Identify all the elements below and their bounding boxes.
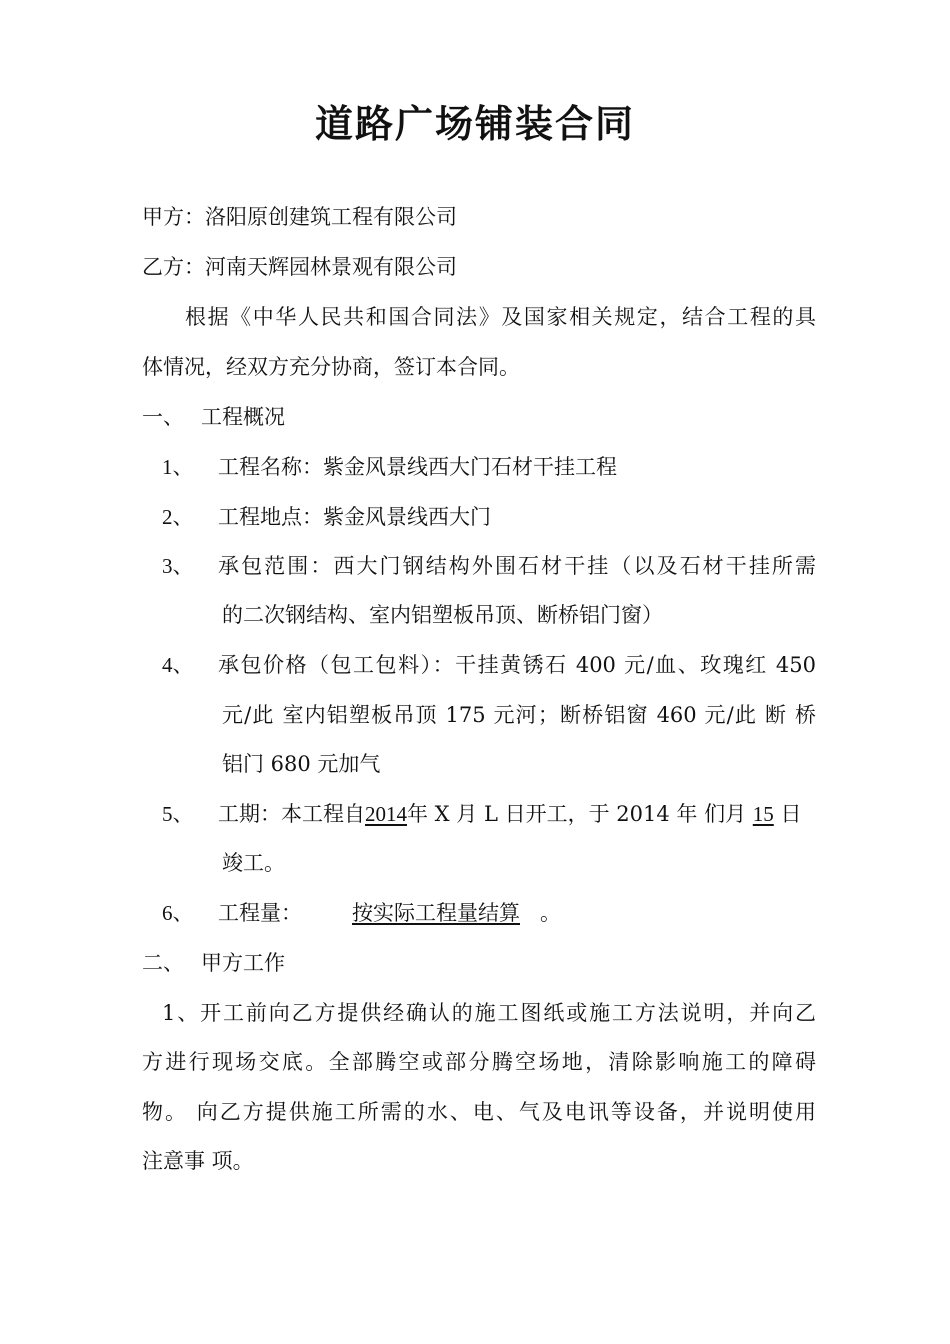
item-5-suffix: 日 <box>780 802 802 826</box>
end-day: 15 <box>752 802 774 826</box>
item-4-number: 4、 <box>162 653 194 677</box>
section-2-para-line-4: 注意事 项。 <box>142 1149 254 1173</box>
section-2-para-line-3: 物。 向乙方提供施工所需的水、电、气及电讯等设备，并说明使用 <box>142 1100 816 1124</box>
item-2-number: 2、 <box>162 505 194 529</box>
item-2-text: 工程地点：紫金风景线西大门 <box>218 505 491 529</box>
item-6-value: 按实际工程量结算 <box>352 901 520 925</box>
section-1-title: 工程概况 <box>201 405 285 429</box>
document-title: 道路广场铺装合同 <box>314 102 635 146</box>
item-5-number: 5、 <box>162 802 194 826</box>
intro-line-1: 根据《中华人民共和国合同法》及国家相关规定，结合工程的具 <box>185 305 816 329</box>
item-6-label: 工程量： <box>218 901 302 925</box>
item-5-line-1 <box>218 799 801 829</box>
item-3-line-2: 的二次钢结构、室内铝塑板吊顶、断桥铝门窗） <box>222 603 663 627</box>
section-1-number: 一、 <box>142 405 184 429</box>
item-5-mid: 年 X 月 L 日开工，于 2014 年 们月 <box>407 802 747 826</box>
section-2-title: 甲方工作 <box>201 951 285 975</box>
start-year: 2014 <box>365 802 407 826</box>
item-1-number: 1、 <box>162 455 194 479</box>
item-4-line-2: 元/此 室内铝塑板吊顶 175 元河；断桥铝窗 460 元/此 断 桥 <box>222 703 816 727</box>
party-b: 乙方：河南天辉园林景观有限公司 <box>142 255 457 279</box>
party-a: 甲方：洛阳原创建筑工程有限公司 <box>142 205 457 229</box>
item-1-text: 工程名称：紫金风景线西大门石材干挂工程 <box>218 455 617 479</box>
intro-line-2: 体情况，经双方充分协商，签订本合同。 <box>142 355 520 379</box>
item-6-end: 。 <box>540 901 561 925</box>
item-3-line-1: 承包范围：西大门钢结构外围石材干挂（以及石材干挂所需 <box>218 554 816 578</box>
section-2-para-line-1: 1、开工前向乙方提供经确认的施工图纸或施工方法说明，并向乙 <box>162 1001 816 1025</box>
item-5-line-2: 竣工。 <box>222 851 285 875</box>
item-4-line-3: 铝门 680 元加气 <box>222 752 381 776</box>
item-3-number: 3、 <box>162 554 194 578</box>
section-2-para-line-2: 方进行现场交底。全部腾空或部分腾空场地，清除影响施工的障碍 <box>142 1050 816 1074</box>
item-4-line-1: 承包价格（包工包料）：干挂黄锈石 400 元/血、玫瑰红 450 <box>218 653 816 677</box>
item-5-prefix: 工期：本工程自 <box>218 802 365 826</box>
section-2-number: 二、 <box>142 951 184 975</box>
item-6-number: 6、 <box>162 901 194 925</box>
